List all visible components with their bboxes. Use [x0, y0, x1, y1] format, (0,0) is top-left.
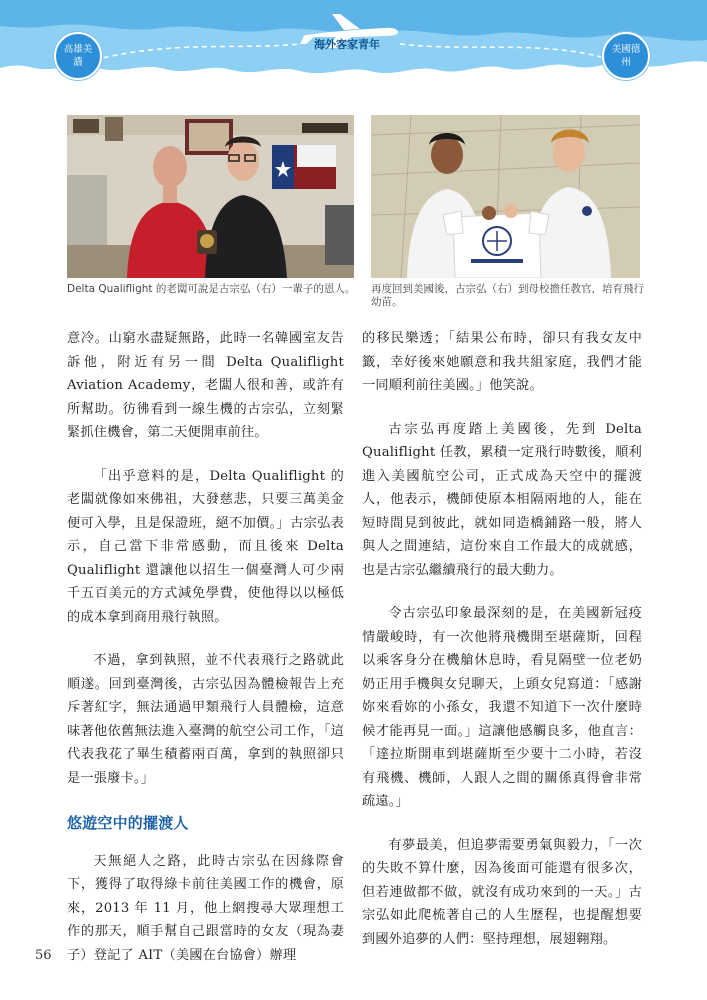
section-heading: 悠遊空中的擺渡人	[67, 814, 189, 832]
paragraph: 的移民樂透；「結果公布時，卻只有我女友中籤，幸好後來她願意和我共組家庭，我們才能一同順利前往美國。」他笑說。	[362, 331, 642, 393]
paragraph: 有夢最美，但追夢需要勇氣與毅力，「一次的失敗不算什麼，因為後面可能還有很多次，但若連做都不做，就沒有成功來到的一天。」古宗弘如此爬梳著自己的人生歷程，也提醒想要到國外追夢的人們：堅持理想，展翅翱翔。	[362, 837, 642, 947]
photo-owner-and-ku	[67, 115, 354, 278]
paragraph: 天無絕人之路，此時古宗弘在因緣際會下，獲得了取得綠卡前往美國工作的機會，原來，2013 年 11 月，他上網搜尋大眾理想工作的那天，順手幫自己跟當時的女友（現為妻子）登記了 AIT（美國在台協會）辦理	[67, 853, 344, 963]
paragraph: 令古宗弘印象最深刻的是，在美國新冠疫情嚴峻時，有一次他將飛機開至堪薩斯，回程以乘客身分在機艙休息時，看見隔壁一位老奶奶正用手機與女兒聊天，上頭女兒寫道：「感謝妳來看妳的小孫女，我還不知道下一次什麼時候才能再見一面。」這讓他感觸良多，他直言：「達拉斯開車到堪薩斯至少要十二小時，若沒有飛機、機師，人跟人之間的關係真得會非常疏遠。」	[362, 606, 642, 809]
destination-badge	[602, 32, 650, 80]
paragraph: 古宗弘再度踏上美國後，先到 Delta Qualiflight 任教，累積一定飛行時數後，順利進入美國航空公司，正式成為天空中的擺渡人，他表示，機師使原本相隔兩地的人，能在短時間見到彼此，就如同造橋鋪路一般，將人與人之間連結，這份來自工作最大的成就感，也是古宗弘繼續飛行的最大動力。	[362, 421, 642, 578]
photo-school-shirt	[371, 115, 640, 278]
photo-caption: Delta Qualiflight 的老闆可說是古宗弘（右）一輩子的恩人。	[67, 283, 356, 295]
header-title: 海外客家青年	[314, 38, 380, 51]
origin-badge	[54, 32, 102, 80]
article-column-right	[362, 327, 642, 951]
page-number: 56	[35, 948, 52, 963]
photo-caption: 再度回到美國後，古宗弘（右）到母校擔任教官，培育飛行幼苗。	[371, 283, 644, 308]
destination-badge-label: 美國德州	[611, 44, 641, 68]
paragraph: 「出乎意料的是，Delta Qualiflight 的老闆就像如來佛祖，大發慈悲，只要三萬美金便可入學，且是保證班，絕不加價。」古宗弘表示，自己當下非常感動，而且後來 Delta Qualiflight 還讓他以招生一個臺灣人可少兩千五百美元的方式減免學費，使他得以以極低的成本拿到商用飛行執照。	[67, 468, 344, 625]
paragraph: 意冷。山窮水盡疑無路，此時一名韓國室友告訴他，附近有另一間 Delta Qualiflight Aviation Academy，老闆人很和善，或許有所幫助。彷彿看到一線生機的古宗弘，立刻緊緊抓住機會，第二天便開車前往。	[67, 331, 344, 440]
paragraph: 不過，拿到執照，並不代表飛行之路就此順遂。回到臺灣後，古宗弘因為體檢報告上充斥著紅字，無法通過甲類飛行人員體檢，這意味著他依舊無法進入臺灣的航空公司工作，「這代表我花了畢生積蓄兩百萬，拿到的執照卻只是一張廢卡。」	[67, 653, 344, 786]
article-column-left	[67, 327, 344, 967]
origin-badge-label: 高雄美濃	[63, 44, 93, 68]
page-header	[0, 0, 707, 100]
